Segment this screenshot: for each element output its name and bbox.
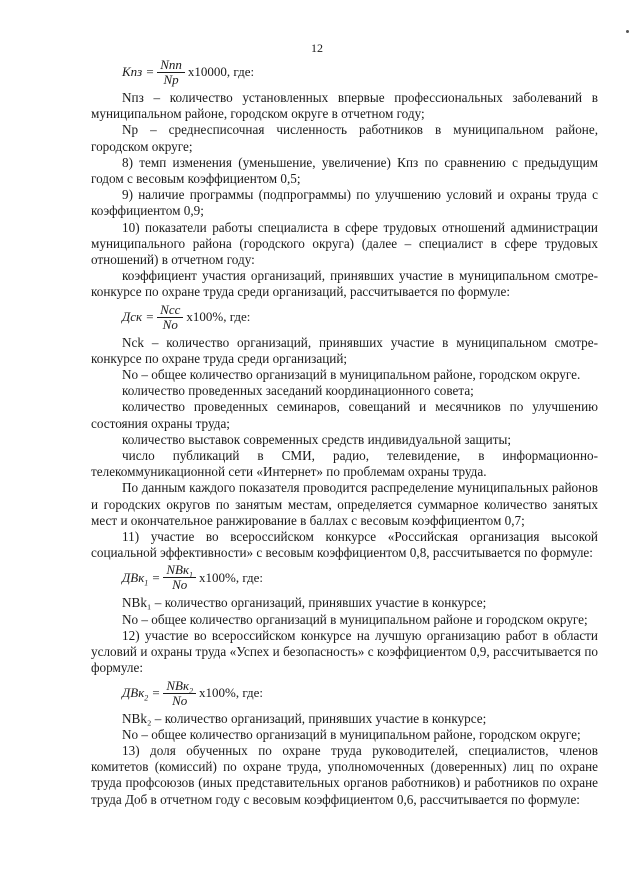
- formula-tail: x10000, где:: [187, 64, 255, 80]
- formula-numerator: Ncc: [157, 303, 183, 318]
- formula-numerator: [163, 562, 196, 581]
- formula-tail: x100%, где:: [186, 309, 251, 325]
- paragraph: No – общее количество организаций в муниципальном районе, городском округе;: [122, 726, 581, 742]
- paragraph: Nпз – количество установленных впервые профессиональных заболеваний в муниципальном районе, городском округе в отчетном году;: [91, 90, 598, 122]
- formula-lhs-subscript: 1: [144, 578, 149, 588]
- formula-fraction: [157, 58, 185, 87]
- formula-fraction: [163, 563, 196, 592]
- formula-tail: x100%, где:: [199, 569, 264, 585]
- paragraph: 11) участие во всероссийском конкурсе «Российская организация высокой социальной эффективности» с весовым коэффициентом 0,8, рассчитывается по формуле:: [91, 529, 598, 561]
- scan-speck: [626, 30, 629, 33]
- formula-numerator-subscript: 1: [189, 571, 194, 581]
- formula-lhs: ДВк$_1$ =: [122, 569, 161, 588]
- paragraph: коэффициент участия организаций, принявших участие в муниципальном смотре-конкурсе по охране труда среди организаций, рассчитывается по формуле:: [91, 268, 598, 300]
- formula-denominator: No: [172, 577, 188, 593]
- formula-dvk1: [91, 563, 598, 592]
- paragraph: 13) доля обученных по охране труда руководителей, специалистов, членов комитетов (комиссий) по охране труда, уполномоченных (доверенных) лиц по охране труда профсоюзов (иных представительных органов работников) и работников по охране труда Доб в отчетном году с весовым коэффициентом 0,6, рассчитывается по формуле:: [91, 742, 598, 807]
- paragraph: 9) наличие программы (подпрограммы) по улучшению условий и охраны труда с коэффициентом 0,9;: [91, 187, 598, 219]
- formula-lhs: ДВк$_2$ =: [122, 684, 161, 703]
- paragraph: По данным каждого показателя проводится распределение муниципальных районов и городских округов по занятым местам, определяется суммарное количество занятых мест и окончательное ранжирование в баллах с весовым коэффициентом 0,7;: [91, 480, 598, 528]
- formula-numerator-subscript: 2: [189, 686, 194, 696]
- paragraph: No – общее количество организаций в муниципальном районе и городском округе;: [122, 611, 588, 627]
- paragraph: количество выставок современных средств индивидуальной защиты;: [122, 431, 511, 447]
- paragraph: NBk₂ – количество организаций, принявших участие в конкурсе;: [122, 710, 487, 726]
- formula-tail: x100%, где:: [199, 684, 264, 700]
- paragraph: количество проведенных заседаний координационного совета;: [122, 383, 474, 399]
- formula-fraction: [163, 679, 196, 708]
- formula-numerator: [163, 679, 196, 694]
- paragraph: число публикаций в СМИ, радио, телевидение, в информационно-телекоммуникационной сети «Интернет» по проблемам охраны труда.: [91, 448, 598, 480]
- formula-denominator: Np: [163, 72, 179, 87]
- paragraph: 12) участие во всероссийском конкурсе на лучшую организацию работ в области условий и охраны труда «Успех и безопасность» с коэффициентом 0,9, рассчитывается по формуле:: [91, 627, 598, 676]
- formula-numerator: Nпп: [157, 58, 185, 73]
- formula-dvk2: [91, 679, 598, 708]
- paragraph: NBk₁ – количество организаций, принявших участие в конкурсе;: [122, 595, 487, 611]
- page-number: 12: [311, 41, 323, 55]
- formula-denominator: No: [172, 692, 188, 708]
- paragraph: количество проведенных семинаров, совещаний и месячников по улучшению состояния охраны труда;: [91, 399, 598, 431]
- document-body: [91, 56, 598, 808]
- formula-lhs-text: ДВк: [122, 569, 145, 585]
- formula-lhs-subscript: 2: [144, 693, 149, 703]
- formula-denominator: No: [162, 316, 178, 332]
- formula-dsk: [91, 303, 598, 332]
- formula-numerator-text: NBк: [166, 562, 190, 578]
- paragraph: Nck – количество организаций, принявших участие в муниципальном смотре-конкурсе по охране труда среди организаций;: [91, 334, 598, 366]
- paragraph: 10) показатели работы специалиста в сфере трудовых отношений администрации муниципального района (городского округа) (далее – специалист в сфере трудовых отношений) в отчетном году:: [91, 219, 598, 268]
- formula-lhs-text: ДВк: [122, 684, 145, 700]
- formula-lhs: Дск =: [122, 309, 155, 325]
- formula-fraction: [157, 303, 183, 332]
- paragraph: 8) темп изменения (уменьшение, увеличение) Кпз по сравнению с предыдущим годом с весовым коэффициентом 0,5;: [91, 154, 598, 187]
- formula-lhs: Кпз =: [122, 64, 155, 80]
- formula-numerator-text: NBк: [166, 677, 190, 693]
- paragraph: Np – среднесписочная численность работников в муниципальном районе, городском округе;: [91, 122, 598, 154]
- formula-kpz: [91, 58, 598, 87]
- paragraph: No – общее количество организаций в муниципальном районе, городском округе.: [122, 367, 581, 383]
